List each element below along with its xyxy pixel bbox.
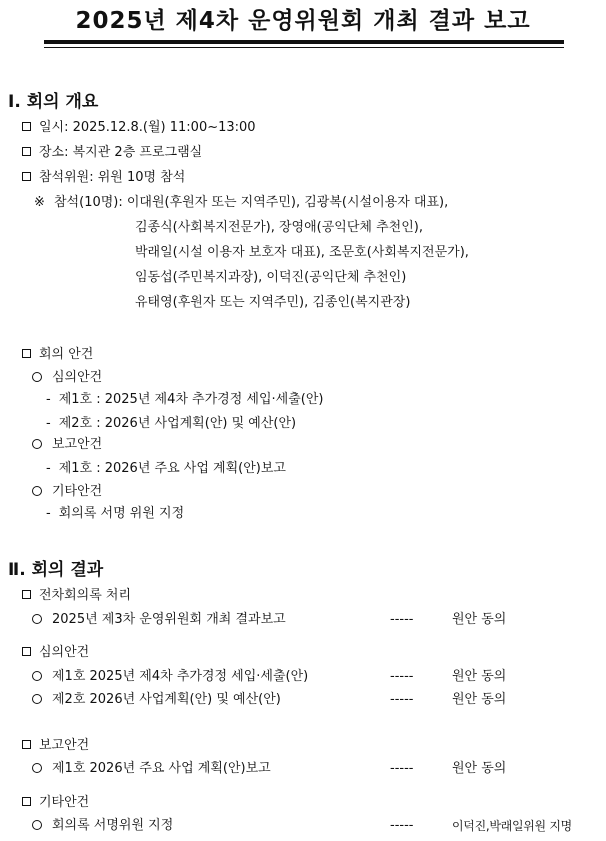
participants-line-5: 유태영(후원자 또는 지역주민), 김종인(복지관장): [135, 295, 411, 310]
result-value: 원안 동의: [452, 612, 507, 627]
reference-mark: ※: [34, 195, 45, 210]
deliberation-item-2: [46, 416, 296, 432]
title-rule-thick: [44, 40, 564, 44]
circle-bullet: [32, 614, 42, 624]
checkbox-bullet: [22, 797, 31, 806]
result-group-title: 보고안건: [22, 738, 89, 754]
participants-line-4: 임동섭(주민복지과장), 이덕진(공익단체 추천인): [135, 270, 407, 285]
checkbox-bullet: [22, 122, 31, 131]
result-dashes: -----: [390, 669, 414, 684]
circle-bullet: [32, 486, 42, 496]
result-value: 이덕진,박래일위원 지명: [452, 819, 572, 833]
deliberation-item-1: [46, 392, 323, 408]
checkbox-bullet: [22, 172, 31, 181]
participants-line-2: 김종식(사회복지전문가), 장영애(공익단체 추천인),: [135, 220, 423, 235]
attendees-text: 참석위원: 위원 10명 참석: [39, 170, 186, 185]
deliberation-item-text: 제2호 : 2026년 사업계획(안) 및 예산(안): [58, 416, 297, 431]
agenda-title-line: [22, 347, 93, 363]
result-item: [32, 612, 286, 628]
document-title: 2025년 제4차 운영위원회 개최 결과 보고: [75, 8, 531, 34]
other-item-text: 회의록 서명 위원 지정: [58, 506, 185, 521]
result-value: 원안 동의: [452, 669, 507, 684]
title-rule-thin: [44, 47, 564, 48]
result-dashes: -----: [390, 692, 414, 707]
result-value: 원안 동의: [452, 692, 507, 707]
result-item-label: 회의록 서명위원 지정: [52, 818, 174, 833]
other-item-1: [46, 506, 184, 522]
result-group-title: 심의안건: [22, 645, 89, 661]
result-item-label: 제2호 2026년 사업계획(안) 및 예산(안): [52, 692, 281, 707]
result-item: [32, 692, 281, 708]
place-line: [22, 145, 202, 161]
checkbox-bullet: [22, 590, 31, 599]
result-dashes: -----: [390, 761, 414, 776]
report-item-text: 제1호 : 2026년 주요 사업 계획(안)보고: [58, 461, 286, 476]
participants-line-1: [34, 195, 448, 211]
result-item: [32, 761, 271, 777]
section-2-heading: Ⅱ. 회의 결과: [8, 560, 104, 580]
deliberation-title-line: [32, 370, 102, 386]
dash-bullet: -: [46, 506, 51, 521]
circle-bullet: [32, 820, 42, 830]
report-title: 보고안건: [52, 437, 103, 452]
dash-bullet: -: [46, 392, 51, 407]
checkbox-bullet: [22, 147, 31, 156]
result-dashes: -----: [390, 818, 414, 833]
result-item-label: 제1호 2026년 주요 사업 계획(안)보고: [52, 761, 271, 776]
circle-bullet: [32, 763, 42, 773]
result-item: [32, 669, 308, 685]
checkbox-bullet: [22, 647, 31, 656]
report-title-line: [32, 437, 102, 453]
result-group-title: 기타안건: [22, 795, 89, 811]
report-item-1: [46, 461, 286, 477]
deliberation-item-text: 제1호 : 2025년 제4차 추가경정 세입·세출(안): [58, 392, 324, 407]
circle-bullet: [32, 671, 42, 681]
circle-bullet: [32, 372, 42, 382]
circle-bullet: [32, 439, 42, 449]
result-value: 원안 동의: [452, 761, 507, 776]
other-title: 기타안건: [52, 484, 103, 499]
place-text: 장소: 복지관 2층 프로그램실: [39, 145, 203, 160]
result-dashes: -----: [390, 612, 414, 627]
participants-text: 참석(10명): 이대원(후원자 또는 지역주민), 김광복(시설이용자 대표),: [54, 195, 449, 210]
date-text: 일시: 2025.12.8.(월) 11:00~13:00: [39, 120, 256, 135]
result-item: [32, 818, 173, 834]
deliberation-title: 심의안건: [52, 370, 103, 385]
section-1-heading: Ⅰ. 회의 개요: [8, 92, 99, 112]
attendees-line: [22, 170, 185, 186]
agenda-title: 회의 안건: [39, 347, 94, 362]
checkbox-bullet: [22, 740, 31, 749]
checkbox-bullet: [22, 349, 31, 358]
date-line: [22, 120, 256, 136]
result-group-title: 전차회의록 처리: [22, 588, 131, 604]
participants-line-3: 박래일(시설 이용자 보호자 대표), 조문호(사회복지전문가),: [135, 245, 469, 260]
other-title-line: [32, 484, 102, 500]
circle-bullet: [32, 694, 42, 704]
dash-bullet: -: [46, 461, 51, 476]
result-item-label: 2025년 제3차 운영위원회 개최 결과보고: [52, 612, 286, 627]
result-item-label: 제1호 2025년 제4차 추가경정 세입·세출(안): [52, 669, 309, 684]
dash-bullet: -: [46, 416, 51, 431]
